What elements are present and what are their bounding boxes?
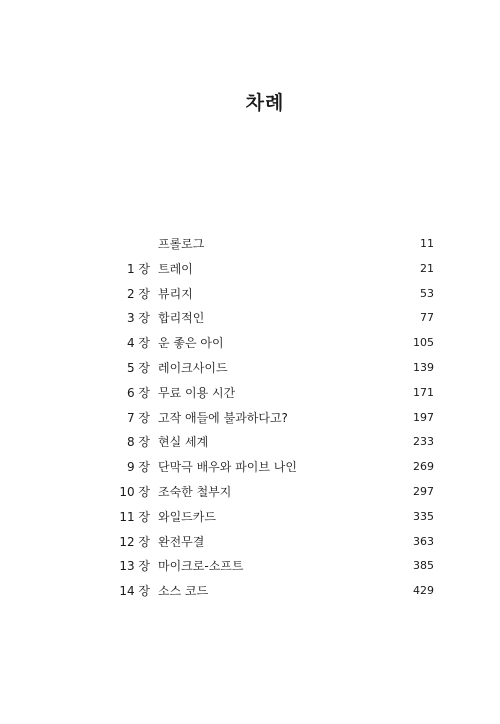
table-of-contents <box>0 232 500 604</box>
chapter-number: 9 장 <box>126 460 150 475</box>
toc-entry <box>0 530 500 555</box>
page-number: 385 <box>413 559 434 573</box>
page-number: 53 <box>420 286 434 300</box>
chapter-number: 6 장 <box>126 385 150 400</box>
page-number: 363 <box>413 534 434 548</box>
chapter-number: 2 장 <box>126 286 150 301</box>
toc-entry <box>0 455 500 480</box>
toc-entry <box>0 381 500 406</box>
chapter-number: 5 장 <box>126 360 150 375</box>
chapter-title: 현실 세계 <box>158 435 209 450</box>
page-number: 197 <box>413 410 434 424</box>
chapter-title: 합리적인 <box>158 311 205 326</box>
page-number: 77 <box>420 311 434 325</box>
chapter-title: 운 좋은 아이 <box>158 336 224 351</box>
toc-entry <box>0 356 500 381</box>
toc-entry <box>0 232 500 257</box>
chapter-title: 와일드카드 <box>158 509 216 524</box>
chapter-number: 14 장 <box>119 584 150 599</box>
chapter-title: 프롤로그 <box>158 237 205 251</box>
chapter-number: 7 장 <box>126 410 150 425</box>
toc-entry <box>0 282 500 307</box>
page-number: 269 <box>413 460 434 474</box>
toc-entry <box>0 331 500 356</box>
chapter-title: 트레이 <box>158 261 193 276</box>
chapter-number: 12 장 <box>119 534 150 549</box>
toc-entry <box>0 579 500 604</box>
page-number: 171 <box>413 385 434 399</box>
page-number: 21 <box>420 261 434 275</box>
toc-entry <box>0 554 500 579</box>
chapter-title: 조숙한 철부지 <box>158 484 232 499</box>
chapter-title: 완전무결 <box>158 534 205 549</box>
chapter-title: 무료 이용 시간 <box>158 385 236 400</box>
toc-entry <box>0 257 500 282</box>
page-number: 233 <box>413 435 434 449</box>
chapter-title: 소스 코드 <box>158 584 209 599</box>
page-number: 139 <box>413 360 434 374</box>
chapter-title: 뷰리지 <box>158 286 193 301</box>
chapter-number: 8 장 <box>126 435 150 450</box>
chapter-number: 4 장 <box>126 336 150 351</box>
toc-entry <box>0 306 500 331</box>
toc-entry <box>0 480 500 505</box>
chapter-number: 13 장 <box>119 559 150 574</box>
chapter-number: 3 장 <box>126 311 150 326</box>
chapter-title: 레이크사이드 <box>158 360 228 375</box>
page-number: 105 <box>413 336 434 350</box>
chapter-title: 마이크로-소프트 <box>158 559 244 574</box>
chapter-title: 고작 애들에 불과하다고? <box>158 410 288 425</box>
page-title: 차례 <box>245 92 285 114</box>
page-number: 335 <box>413 509 434 523</box>
page-number: 297 <box>413 484 434 498</box>
toc-entry <box>0 406 500 431</box>
page-number: 11 <box>420 237 434 250</box>
chapter-title: 단막극 배우와 파이브 나인 <box>158 460 297 475</box>
chapter-number: 11 장 <box>119 509 150 524</box>
chapter-number: 10 장 <box>119 484 150 499</box>
toc-entry <box>0 505 500 530</box>
page-number: 429 <box>413 584 434 598</box>
toc-entry <box>0 430 500 455</box>
chapter-number: 1 장 <box>126 261 150 276</box>
